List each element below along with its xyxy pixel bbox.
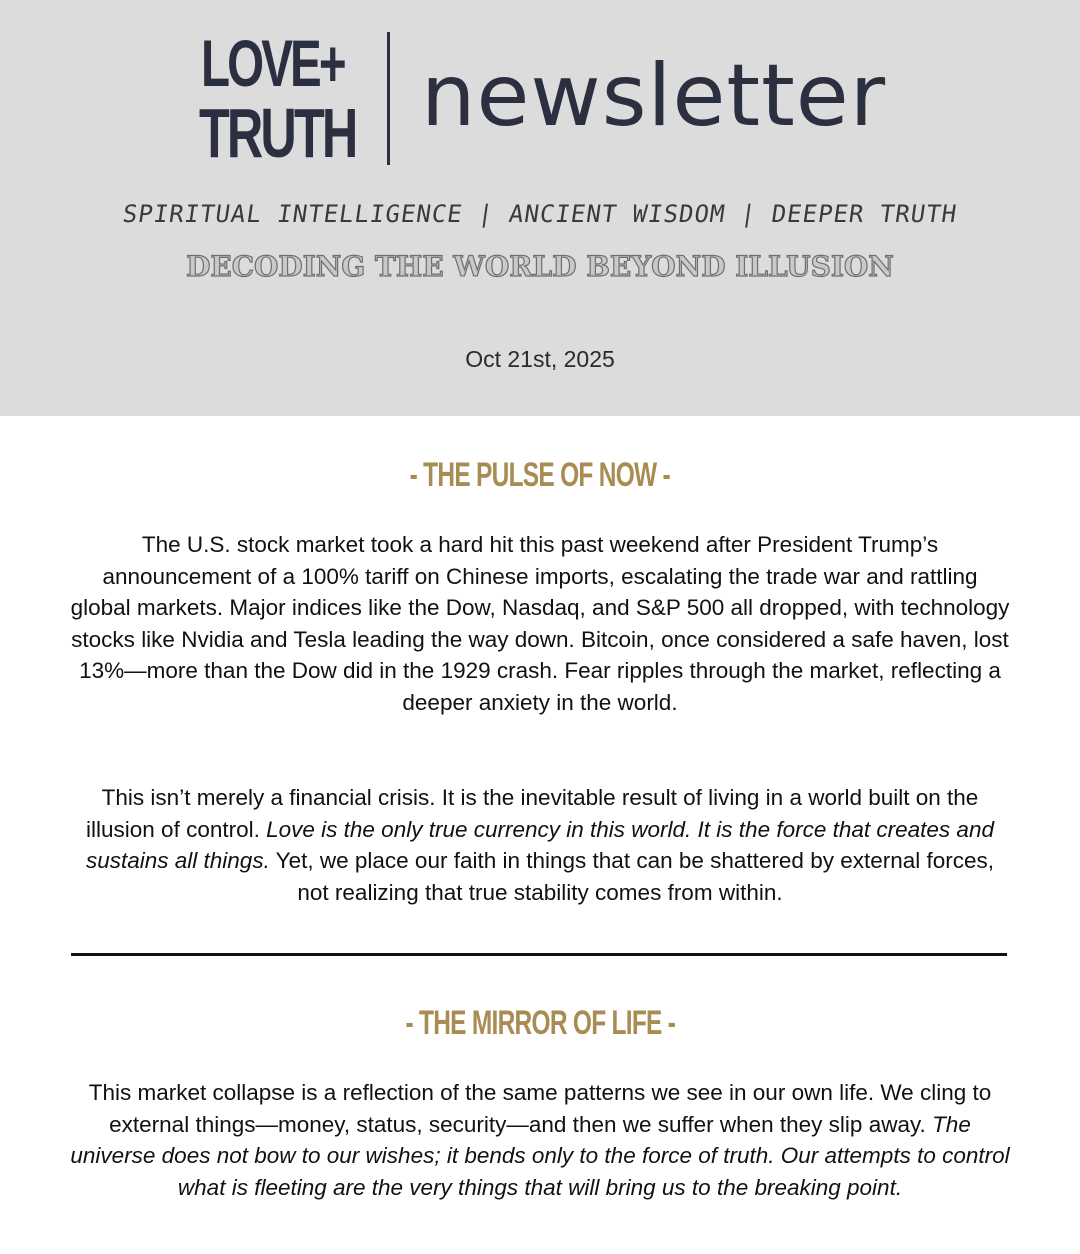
logo-divider xyxy=(387,32,390,165)
mirror-paragraph-1 xyxy=(70,1077,1010,1203)
logo-line-truth: TRUTH xyxy=(199,94,356,172)
newsletter-header xyxy=(0,0,1080,416)
issue-date: Oct 21st, 2025 xyxy=(465,346,615,372)
tagline: SPIRITUAL INTELLIGENCE | ANCIENT WISDOM | DEEPER TRUTH xyxy=(120,200,960,228)
section-divider xyxy=(71,953,1007,956)
logo-line-love: LOVE+ xyxy=(201,26,344,100)
section-heading-text: - THE PULSE OF NOW - xyxy=(409,456,671,494)
pulse-paragraph-1: The U.S. stock market took a hard hit this past weekend after President Trump’s announcement of a 100% tariff on Chinese imports, escalating the trade war and rattling global markets. Major indices like the Dow, Nasdaq, and S&P 500 all dropped, with technology stocks like Nvidia and Tesla leading the way down. Bitcoin, once considered a safe haven, lost 13%—more than the Dow did in the 1929 crash. Fear ripples through the market, reflecting a deeper anxiety in the world. xyxy=(70,532,1010,715)
section-heading-mirror xyxy=(0,1004,1080,1043)
paragraph-text: Yet, we place our faith in things that can be shattered by external forces, not realizing that true stability comes from within. xyxy=(269,848,995,905)
brand-logo xyxy=(195,26,895,172)
paragraph-text: This market collapse is a reflection of the same patterns we see in our own life. We cling to external things—money, status, security—and then we suffer when they slip away. xyxy=(88,1080,992,1137)
section-heading-text: - THE MIRROR OF LIFE - xyxy=(405,1004,675,1042)
paragraph-italic-quote: Love is the only true currency in this world. It is the force that creates and sustains all things. xyxy=(85,816,994,873)
pulse-paragraph-2 xyxy=(70,782,1010,908)
paragraph-text: This isn’t merely a financial crisis. It is the inevitable result of living in a world built on the illusion of control. xyxy=(86,785,979,842)
paragraph-italic-quote: The universe does not bow to our wishes; it bends only to the force of truth. Our attempts to control what is fleeting are the very things that will bring us to the breaking point. xyxy=(70,1111,1010,1200)
subtagline: DECODING THE WORLD BEYOND ILLUSION xyxy=(186,250,894,283)
section-heading-pulse xyxy=(0,456,1080,495)
logo-wordmark: newsletter xyxy=(421,46,887,146)
